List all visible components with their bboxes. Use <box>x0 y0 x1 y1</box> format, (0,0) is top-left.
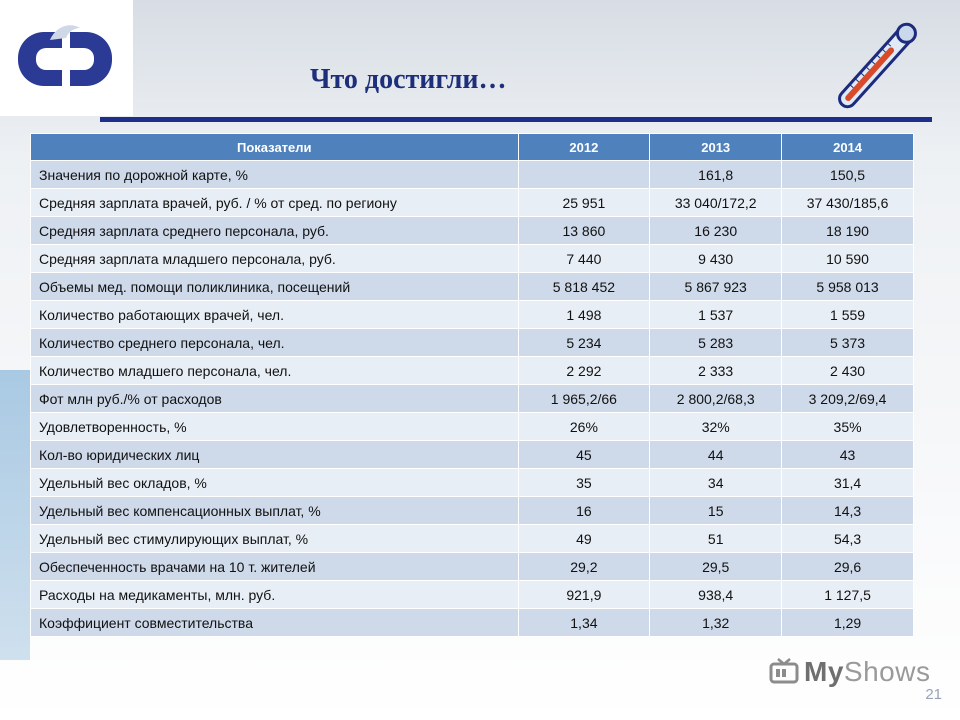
table-row <box>31 413 914 441</box>
value-cell-2013: 16 230 <box>650 217 782 245</box>
value-cell-2012: 35 <box>518 469 650 497</box>
value-cell-2013: 15 <box>650 497 782 525</box>
indicator-label-cell: Количество младшего персонала, чел. <box>31 357 519 385</box>
indicators-table <box>30 133 914 637</box>
indicator-label-cell: Удовлетворенность, % <box>31 413 519 441</box>
value-cell-2013: 29,5 <box>650 553 782 581</box>
indicator-label-cell: Количество среднего персонала, чел. <box>31 329 519 357</box>
table-row <box>31 469 914 497</box>
value-cell-2012: 1,34 <box>518 609 650 637</box>
value-cell-2014: 2 430 <box>782 357 914 385</box>
value-cell-2014: 14,3 <box>782 497 914 525</box>
indicator-label-cell: Средняя зарплата младшего персонала, руб. <box>31 245 519 273</box>
value-cell-2014: 1 127,5 <box>782 581 914 609</box>
value-cell-2013: 32% <box>650 413 782 441</box>
table-header-row <box>31 134 914 161</box>
logo-icon <box>0 0 133 116</box>
indicator-label-cell: Коэффициент совместительства <box>31 609 519 637</box>
indicator-label-cell: Расходы на медикаменты, млн. руб. <box>31 581 519 609</box>
value-cell-2012: 45 <box>518 441 650 469</box>
header-2014: 2014 <box>782 134 914 161</box>
header-indicators: Показатели <box>31 134 519 161</box>
value-cell-2012: 1 498 <box>518 301 650 329</box>
value-cell-2014: 1,29 <box>782 609 914 637</box>
value-cell-2012: 25 951 <box>518 189 650 217</box>
value-cell-2012: 13 860 <box>518 217 650 245</box>
value-cell-2013: 1,32 <box>650 609 782 637</box>
value-cell-2013: 44 <box>650 441 782 469</box>
organization-logo <box>0 0 133 116</box>
value-cell-2014: 1 559 <box>782 301 914 329</box>
value-cell-2014: 31,4 <box>782 469 914 497</box>
table-row <box>31 357 914 385</box>
value-cell-2012 <box>518 161 650 189</box>
table-row <box>31 329 914 357</box>
value-cell-2012: 16 <box>518 497 650 525</box>
indicator-label-cell: Удельный вес стимулирующих выплат, % <box>31 525 519 553</box>
value-cell-2012: 2 292 <box>518 357 650 385</box>
watermark-shows: Shows <box>843 656 931 687</box>
myshows-watermark <box>768 656 930 688</box>
table-row <box>31 497 914 525</box>
indicator-label-cell: Количество работающих врачей, чел. <box>31 301 519 329</box>
value-cell-2014: 5 373 <box>782 329 914 357</box>
table-row <box>31 245 914 273</box>
value-cell-2013: 938,4 <box>650 581 782 609</box>
table-row <box>31 385 914 413</box>
value-cell-2012: 29,2 <box>518 553 650 581</box>
value-cell-2014: 35% <box>782 413 914 441</box>
indicator-label-cell: Удельный вес компенсационных выплат, % <box>31 497 519 525</box>
indicator-label-cell: Значения по дорожной карте, % <box>31 161 519 189</box>
value-cell-2013: 161,8 <box>650 161 782 189</box>
value-cell-2014: 5 958 013 <box>782 273 914 301</box>
indicator-label-cell: Средняя зарплата среднего персонала, руб. <box>31 217 519 245</box>
header-2013: 2013 <box>650 134 782 161</box>
value-cell-2014: 150,5 <box>782 161 914 189</box>
value-cell-2013: 1 537 <box>650 301 782 329</box>
value-cell-2013: 9 430 <box>650 245 782 273</box>
value-cell-2013: 2 333 <box>650 357 782 385</box>
value-cell-2014: 29,6 <box>782 553 914 581</box>
watermark-my: My <box>804 656 844 687</box>
table-row <box>31 609 914 637</box>
table-row <box>31 161 914 189</box>
table-row <box>31 217 914 245</box>
value-cell-2012: 921,9 <box>518 581 650 609</box>
page-number: 21 <box>925 686 942 703</box>
slide-title: Что достигли… <box>310 64 507 95</box>
value-cell-2013: 33 040/172,2 <box>650 189 782 217</box>
value-cell-2012: 26% <box>518 413 650 441</box>
table-row <box>31 525 914 553</box>
value-cell-2014: 18 190 <box>782 217 914 245</box>
table-row <box>31 553 914 581</box>
table-row <box>31 273 914 301</box>
indicator-label-cell: Средняя зарплата врачей, руб. / % от сред. по региону <box>31 189 519 217</box>
value-cell-2012: 1 965,2/66 <box>518 385 650 413</box>
value-cell-2014: 37 430/185,6 <box>782 189 914 217</box>
myshows-logo-icon <box>768 656 800 688</box>
thermometer-icon <box>815 6 940 126</box>
table-row <box>31 581 914 609</box>
value-cell-2012: 7 440 <box>518 245 650 273</box>
header-rule <box>100 117 932 122</box>
table-row <box>31 441 914 469</box>
value-cell-2012: 5 818 452 <box>518 273 650 301</box>
indicator-label-cell: Обеспеченность врачами на 10 т. жителей <box>31 553 519 581</box>
table-row <box>31 189 914 217</box>
value-cell-2013: 2 800,2/68,3 <box>650 385 782 413</box>
value-cell-2013: 5 283 <box>650 329 782 357</box>
indicator-label-cell: Кол-во юридических лиц <box>31 441 519 469</box>
value-cell-2012: 5 234 <box>518 329 650 357</box>
value-cell-2014: 43 <box>782 441 914 469</box>
value-cell-2013: 34 <box>650 469 782 497</box>
indicator-label-cell: Объемы мед. помощи поликлиника, посещений <box>31 273 519 301</box>
indicator-label-cell: Удельный вес окладов, % <box>31 469 519 497</box>
value-cell-2012: 49 <box>518 525 650 553</box>
value-cell-2014: 10 590 <box>782 245 914 273</box>
header-2012: 2012 <box>518 134 650 161</box>
background-strip <box>0 370 30 660</box>
table-row <box>31 301 914 329</box>
value-cell-2013: 5 867 923 <box>650 273 782 301</box>
indicator-label-cell: Фот млн руб./% от расходов <box>31 385 519 413</box>
value-cell-2014: 54,3 <box>782 525 914 553</box>
value-cell-2013: 51 <box>650 525 782 553</box>
value-cell-2014: 3 209,2/69,4 <box>782 385 914 413</box>
